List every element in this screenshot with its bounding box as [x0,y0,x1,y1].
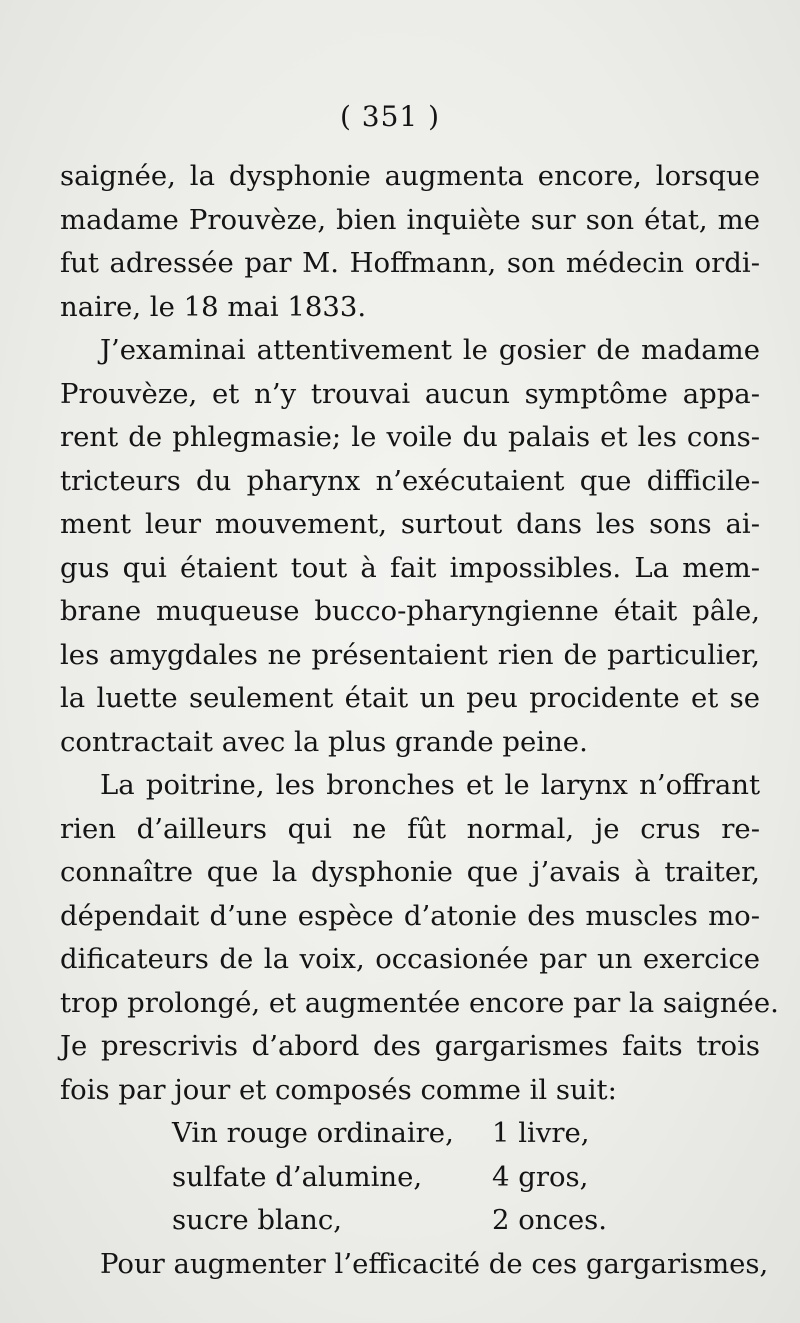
recipe-quantity: 2 onces. [492,1204,608,1236]
text-line: Prouvèze, et n’y trouvai aucun symptôme appa- [60,377,760,410]
text-line: les amygdales ne présentaient rien de particulier, [60,638,760,671]
closing-line: Pour augmenter l’efficacité de ces gargarismes, [100,1247,769,1280]
text-line: Je prescrivis d’abord des gargarismes faits trois [60,1030,760,1062]
text-line: trop prolongé, et augmentée encore par la saignée. [60,986,779,1019]
text-line: contractait avec la plus grande peine. [60,725,588,758]
body-text [60,155,779,1286]
text-line: La poitrine, les bronches et le larynx n’offrant [100,769,760,801]
recipe-row [60,1199,760,1243]
text-line: fois par jour et composés comme il suit: [60,1073,617,1106]
recipe-ingredient: sucre blanc, [172,1204,343,1236]
text-line: connaître que la dysphonie que j’avais à traiter, [60,856,760,888]
text-line: J’examinai attentivement le gosier de madame [100,334,760,366]
page-number: ( 351 ) [339,100,441,133]
recipe-row [60,1156,760,1200]
text-line: brane muqueuse bucco-pharyngienne était pâle, [60,595,760,627]
text-line: gus qui étaient tout à fait impossibles. La mem- [60,551,760,584]
text-line: tricteurs du pharynx n’exécutaient que difficile- [60,464,760,497]
text-line: naire, le 18 mai 1833. [60,290,367,323]
text-line: rien d’ailleurs qui ne fût normal, je crus re- [60,812,760,845]
recipe-quantity: 1 livre, [492,1117,590,1149]
text-line: rent de phlegmasie; le voile du palais et les cons- [60,421,760,453]
text-line: fut adressée par M. Hoffmann, son médecin ordi- [60,247,760,279]
recipe-ingredient: sulfate d’alumine, [172,1160,423,1193]
text-line: madame Prouvèze, bien inquiète sur son état, me [60,203,760,236]
recipe-ingredient: Vin rouge ordinaire, [172,1117,454,1149]
text-line: ment leur mouvement, surtout dans les sons ai- [60,508,760,540]
recipe-list [60,1112,760,1243]
text-line: dificateurs de la voix, occasionée par un exercice [60,943,760,975]
text-line: la luette seulement était un peu procidente et se [60,682,760,714]
text-line: saignée, la dysphonie augmenta encore, lorsque [60,160,760,192]
recipe-row [60,1112,760,1156]
text-line: dépendait d’une espèce d’atonie des muscles mo- [60,899,760,932]
paragraph-lines [60,155,779,1112]
recipe-quantity: 4 gros, [492,1160,589,1193]
